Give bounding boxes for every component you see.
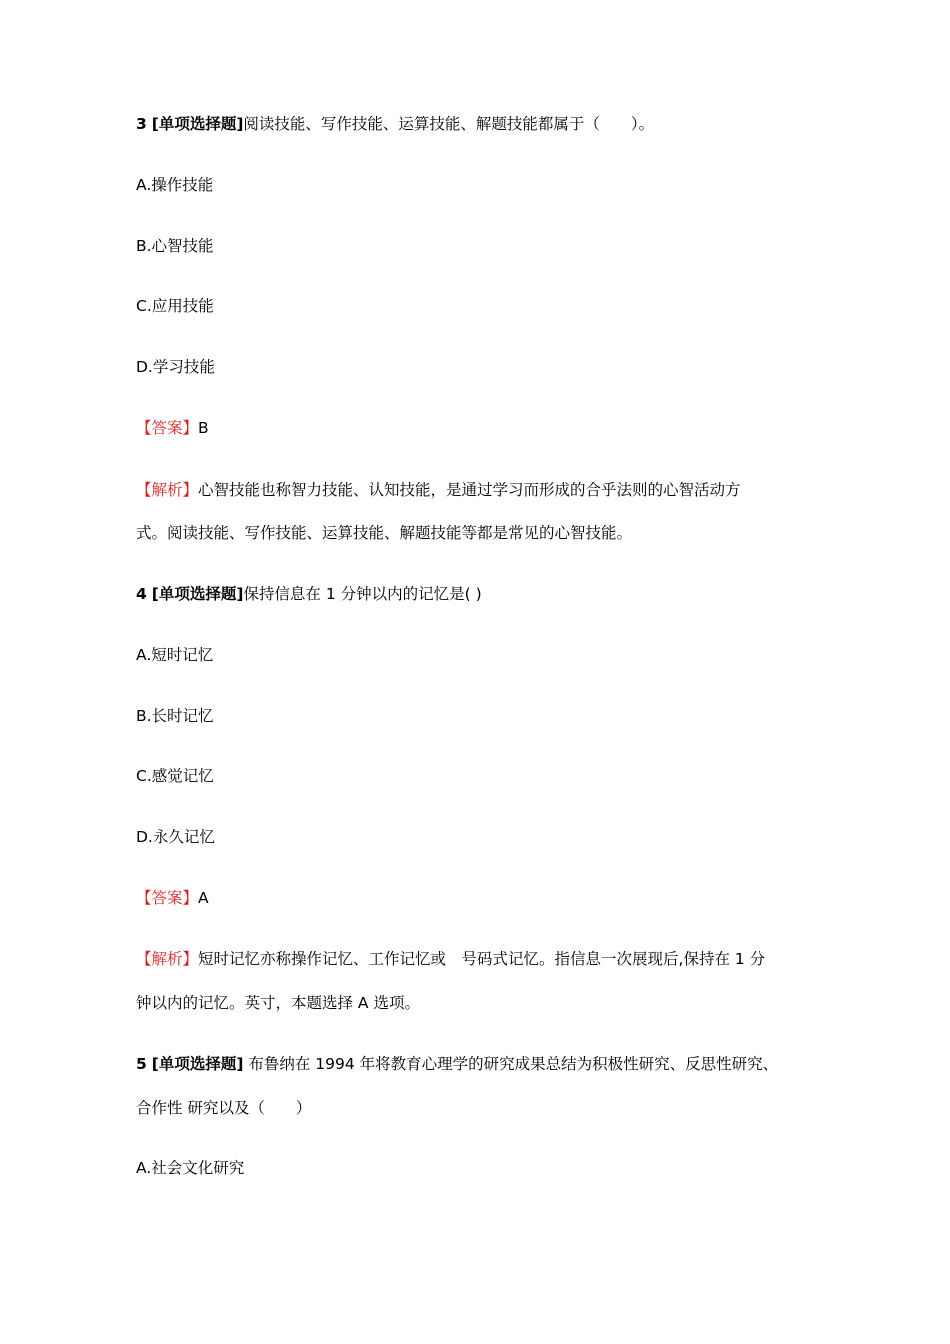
question-4-stem [136,582,482,606]
analysis-text: 心智技能也称智力技能、认知技能，是通过学习而形成的合乎法则的心智活动方 [198,481,741,499]
option-b: B.长时记忆 [136,707,214,725]
option-d: D.永久记忆 [136,828,215,846]
question-5-stem-line-2: 合作性 研究以及（ ） [136,1099,312,1117]
question-text: 布鲁纳在 1994 年将教育心理学的研究成果总结为积极性研究、反思性研究、 [243,1055,779,1073]
question-text: 保持信息在 1 分钟以内的记忆是( ) [243,585,482,603]
analysis-line-1 [136,478,741,502]
analysis-line-1 [136,947,765,971]
question-number: 3 [136,115,147,133]
analysis-label: 【解析】 [136,481,199,499]
analysis-label: 【解析】 [136,950,199,968]
option-c: C.感觉记忆 [136,767,214,785]
answer-line [136,886,209,910]
option-d: D.学习技能 [136,358,215,376]
answer-label: 【答案】 [136,889,199,907]
answer-value: B [198,419,209,437]
answer-label: 【答案】 [136,419,199,437]
option-b: B.心智技能 [136,237,214,255]
question-5-stem [136,1052,778,1076]
question-type: [单项选择题] [151,1055,244,1073]
question-text: 阅读技能、写作技能、运算技能、解题技能都属于（ ）。 [243,115,655,133]
answer-value: A [198,889,209,907]
answer-line [136,416,209,440]
option-a: A.操作技能 [136,176,214,194]
option-a: A.社会文化研究 [136,1159,245,1177]
option-c: C.应用技能 [136,297,214,315]
question-number: 4 [136,585,147,603]
analysis-text: 短时记忆亦称操作记忆、工作记忆或 号码式记忆。指信息一次展现后,保持在 1 分 [198,950,766,968]
question-type: [单项选择题] [151,115,244,133]
analysis-line-2: 式。阅读技能、写作技能、运算技能、解题技能等都是常见的心智技能。 [136,524,633,542]
option-a: A.短时记忆 [136,646,214,664]
question-number: 5 [136,1055,147,1073]
analysis-line-2: 钟以内的记忆。英寸，本题选择 A 选项。 [136,994,420,1012]
question-3-stem [136,112,654,136]
question-type: [单项选择题] [151,585,244,603]
